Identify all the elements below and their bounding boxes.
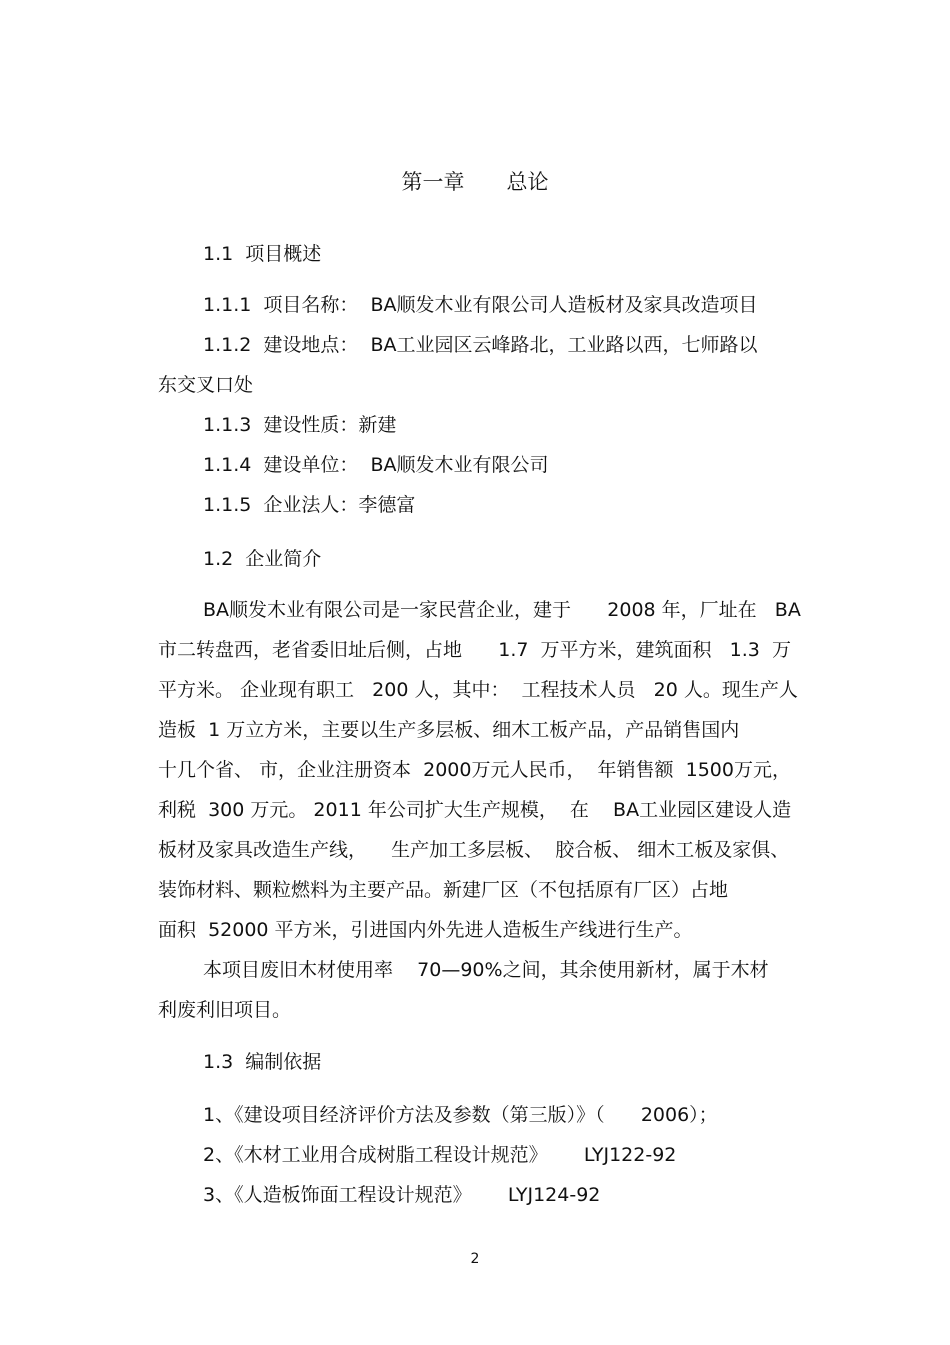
- paragraph-line: 本项目废旧木材使用率 70—90%之间，其余使用新材，属于木材: [203, 959, 769, 981]
- page-number: 2: [470, 1251, 480, 1267]
- project-name-item: 1.1.1 项目名称： BA顺发木业有限公司人造板材及家具改造项目: [203, 294, 758, 316]
- paragraph-line: 平方米。 企业现有职工 200 人，其中： 工程技术人员 20 人。现生产人: [158, 679, 798, 701]
- project-location-item: 1.1.2 建设地点： BA工业园区云峰路北，工业路以西，七师路以: [203, 334, 758, 356]
- paragraph-line: 装饰材料、颗粒燃料为主要产品。新建厂区（不包括原有厂区）占地: [158, 879, 729, 901]
- section-heading-1-2: 1.2 企业简介: [203, 548, 322, 570]
- chapter-title: 第一章 总论: [401, 170, 549, 194]
- paragraph-line: 十几个省、 市，企业注册资本 2000万元人民币， 年销售额 1500万元，: [158, 759, 791, 781]
- paragraph-line: 面积 52000 平方米，引进国内外先进人造板生产线进行生产。: [158, 919, 693, 941]
- paragraph-line: BA顺发木业有限公司是一家民营企业，建于 2008 年，厂址在 BA: [203, 599, 801, 621]
- section-heading-1-3: 1.3 编制依据: [203, 1051, 322, 1073]
- project-nature-item: 1.1.3 建设性质：新建: [203, 414, 397, 436]
- section-heading-1-1: 1.1 项目概述: [203, 243, 322, 265]
- paragraph-line: 利废利旧项目。: [158, 999, 292, 1021]
- reference-item: 3、《人造板饰面工程设计规范》 LYJ124-92: [203, 1184, 601, 1206]
- project-location-item-continued: 东交叉口处: [158, 374, 254, 396]
- paragraph-line: 板材及家具改造生产线， 生产加工多层板、 胶合板、 细木工板及家俱、: [158, 839, 790, 861]
- project-unit-item: 1.1.4 建设单位： BA顺发木业有限公司: [203, 454, 549, 476]
- legal-person-item: 1.1.5 企业法人：李德富: [203, 494, 416, 516]
- reference-item: 1、《建设项目经济评价方法及参数（第三版）》（ 2006）；: [203, 1104, 718, 1126]
- paragraph-line: 市二转盘西，老省委旧址后侧，占地 1.7 万平方米，建筑面积 1.3 万: [158, 639, 791, 661]
- paragraph-line: 利税 300 万元。 2011 年公司扩大生产规模， 在 BA工业园区建设人造: [158, 799, 792, 821]
- paragraph-line: 造板 1 万立方米，主要以生产多层板、细木工板产品，产品销售国内: [158, 719, 740, 741]
- reference-item: 2、《木材工业用合成树脂工程设计规范》 LYJ122-92: [203, 1144, 677, 1166]
